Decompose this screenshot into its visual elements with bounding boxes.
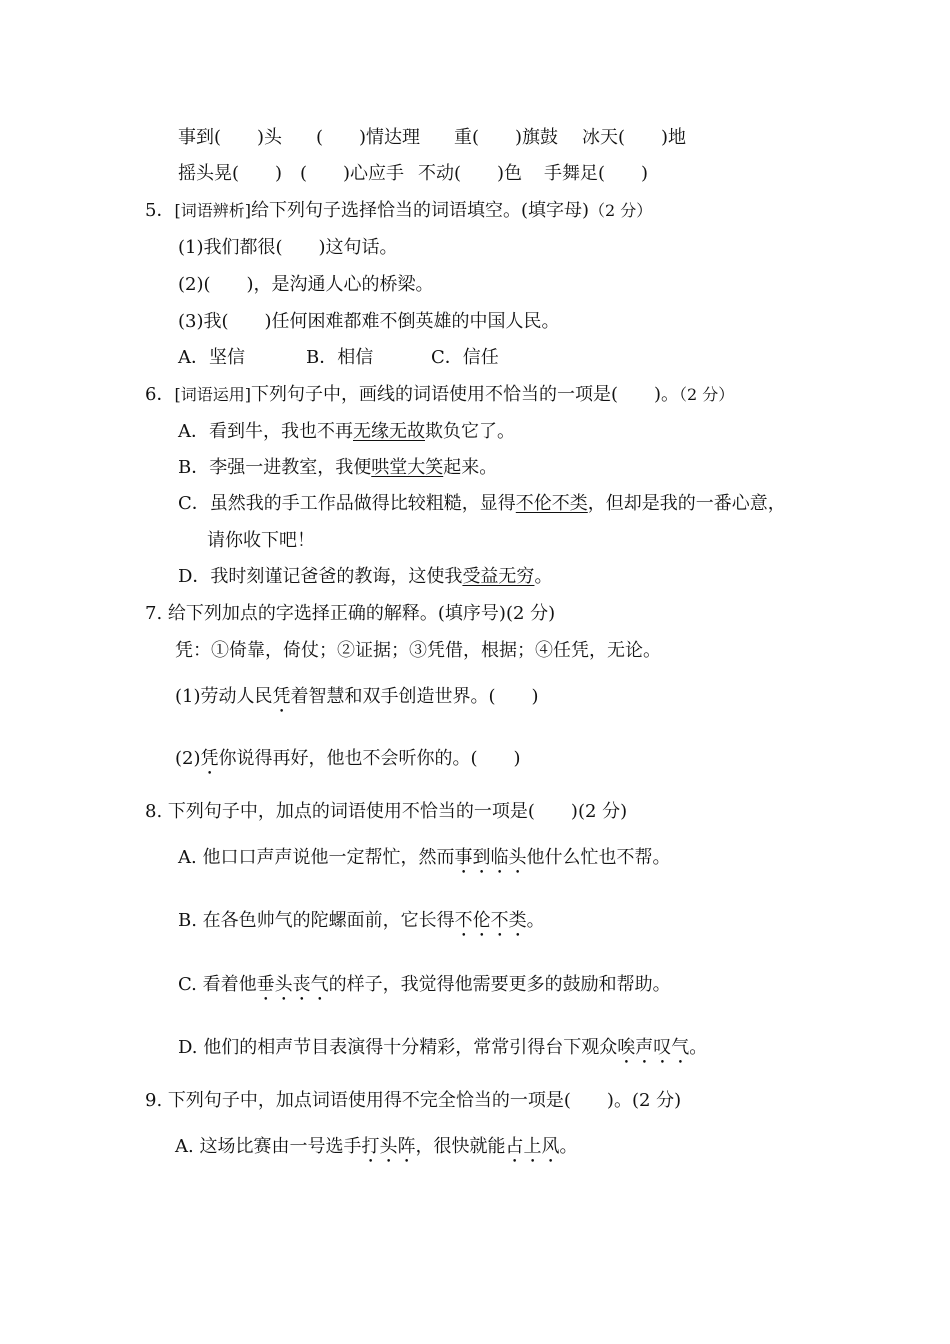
q8-option-b: B. 在各色帅气的陀螺面前，它长得不伦不类。 (178, 910, 545, 931)
q6-option-b: B．李强一进教室，我便哄堂大笑起来。 (178, 457, 498, 478)
idiom-row-2 (178, 162, 649, 186)
q8-dotted-c: 垂头丧气 (256, 974, 329, 995)
q9-dotted-a1: 打头阵 (361, 1136, 416, 1157)
q7-sentence-1: (1)劳动人民凭着智慧和双手创造世界。( ) (175, 686, 539, 707)
q5-option-a: A．坚信 (178, 347, 245, 368)
q6-underlined-d: 受益无穷 (462, 566, 535, 587)
idiom-row-1 (178, 126, 687, 150)
idiom-4: 冰天( )地 (582, 127, 687, 148)
q6-underlined-b: 哄堂大笑 (371, 457, 444, 478)
q7-title: 7. 给下列加点的字选择正确的解释。(填序号)(2 分) (145, 603, 556, 624)
q9-dotted-a2: 占上风 (505, 1136, 560, 1157)
q6-underlined-c: 不伦不类 (515, 493, 588, 514)
q5-tag: [词语辨析] (174, 201, 251, 220)
idiom-6: ( )心应手 (300, 163, 405, 184)
q5-sentence-3: (3)我( )任何困难都难不倒英雄的中国人民。 (178, 311, 560, 332)
q6-tag: [词语运用] (174, 385, 251, 404)
q8-option-c: C. 看着他垂头丧气的样子，我觉得他需要更多的鼓励和帮助。 (178, 974, 671, 995)
q5-option-c: C．信任 (431, 347, 499, 368)
q5-sentence-1: (1)我们都很( )这句话。 (178, 237, 398, 258)
idiom-7: 不动( )色 (418, 163, 523, 184)
idiom-2: ( )情达理 (316, 127, 421, 148)
q6-option-a: A．看到牛，我也不再无缘无故欺负它了。 (178, 421, 515, 442)
q5-sentence-2: (2)( )，是沟通人心的桥梁。 (178, 274, 434, 295)
q7-dotted-2: 凭 (200, 748, 219, 769)
q6-option-d: D．我时刻谨记爸爸的教诲，这使我受益无穷。 (178, 566, 553, 587)
idiom-5: 摇头晃( ) (178, 163, 283, 184)
q6-title: 6．[词语运用]下列句子中，画线的词语使用不恰当的一项是( )。（2 分） (145, 384, 735, 405)
q5-option-b: B．相信 (306, 347, 374, 368)
idiom-3: 重( )旗鼓 (454, 127, 559, 148)
q5-options (178, 346, 499, 370)
q6-option-c-continued: 请你收下吧！ (207, 530, 315, 551)
q8-title: 8. 下列句子中，加点的词语使用不恰当的一项是( )(2 分) (145, 801, 628, 822)
q9-title: 9. 下列句子中，加点词语使用得不完全恰当的一项是( )。(2 分) (145, 1090, 682, 1111)
q7-sentence-2: (2)凭你说得再好，他也不会听你的。( ) (175, 748, 521, 769)
q8-dotted-b: 不伦不类 (454, 910, 527, 931)
q8-dotted-d: 唉声叹气 (617, 1037, 690, 1058)
q8-option-d: D. 他们的相声节目表演得十分精彩，常常引得台下观众唉声叹气。 (178, 1037, 708, 1058)
idiom-8: 手舞足( ) (544, 163, 649, 184)
q5-title: 5．[词语辨析]给下列句子选择恰当的词语填空。(填字母)（2 分） (145, 200, 653, 221)
q8-option-a: A. 他口口声声说他一定帮忙，然而事到临头他什么忙也不帮。 (178, 847, 671, 868)
idiom-1: 事到( )头 (178, 127, 283, 148)
q7-dotted-1: 凭 (272, 686, 291, 707)
q7-definition: 凭：①倚靠，倚仗；②证据；③凭借，根据；④任凭，无论。 (175, 640, 661, 661)
q8-dotted-a: 事到临头 (454, 847, 527, 868)
q9-option-a: A. 这场比赛由一号选手打头阵，很快就能占上风。 (175, 1136, 578, 1157)
q6-option-c: C．虽然我的手工作品做得比较粗糙，显得不伦不类，但却是我的一番心意， (178, 493, 786, 514)
q6-underlined-a: 无缘无故 (353, 421, 425, 442)
